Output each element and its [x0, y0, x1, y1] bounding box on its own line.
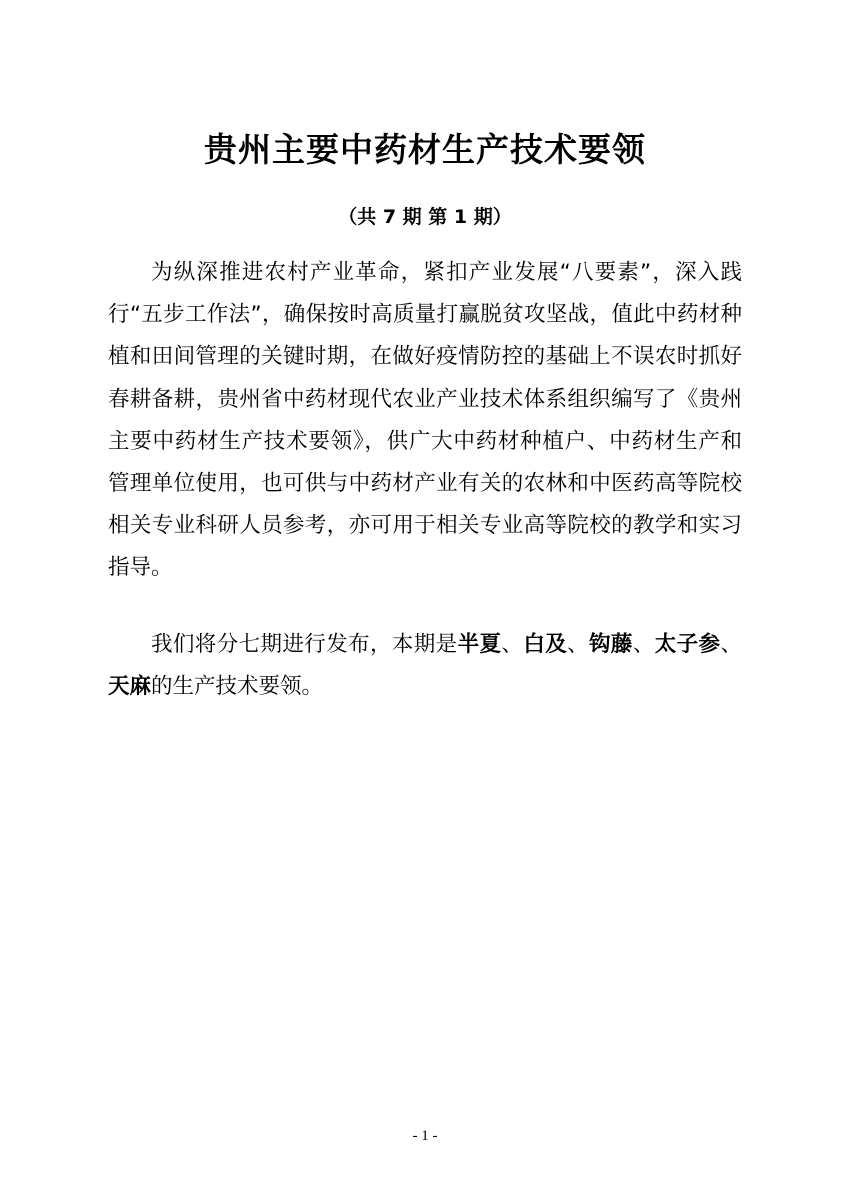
page-number: - 1 - [412, 1128, 438, 1144]
term-separator: 、 [501, 632, 524, 657]
term-separator: 、 [720, 632, 742, 657]
term-separator: 、 [632, 632, 655, 657]
herb-term: 太子参 [654, 632, 721, 657]
herb-term: 半夏 [457, 632, 502, 657]
herb-term: 钩藤 [589, 632, 633, 657]
document-title: 贵州主要中药材生产技术要领 [204, 130, 646, 169]
term-separator: 、 [567, 632, 590, 657]
intro-paragraph: 为纵深推进农村产业革命，紧扣产业发展“八要素”，深入践行“五步工作法”，确保按时高质量打赢脱贫攻坚战，值此中药材种植和田间管理的关键时期，在做好疫情防控的基础上不误农时抓好春耕备耕，贵州省中药材现代农业产业技术体系组织编写了《贵州主要中药材生产技术要领》，供广大中药材种植户、中药材生产和管理单位使用，也可供与中药材产业有关的农林和中医药高等院校相关专业科研人员参考，亦可用于相关专业高等院校的教学和实习指导。 [108, 260, 742, 581]
issue-paragraph [108, 624, 742, 708]
issue-paragraph-suffix: 的生产技术要领。 [151, 674, 324, 700]
herb-term: 白及 [523, 632, 568, 657]
document-subtitle: （共 7 期 第 1 期） [338, 206, 512, 228]
issue-paragraph-prefix: 我们将分七期进行发布，本期是 [151, 632, 458, 657]
herb-term: 天麻 [108, 674, 152, 700]
